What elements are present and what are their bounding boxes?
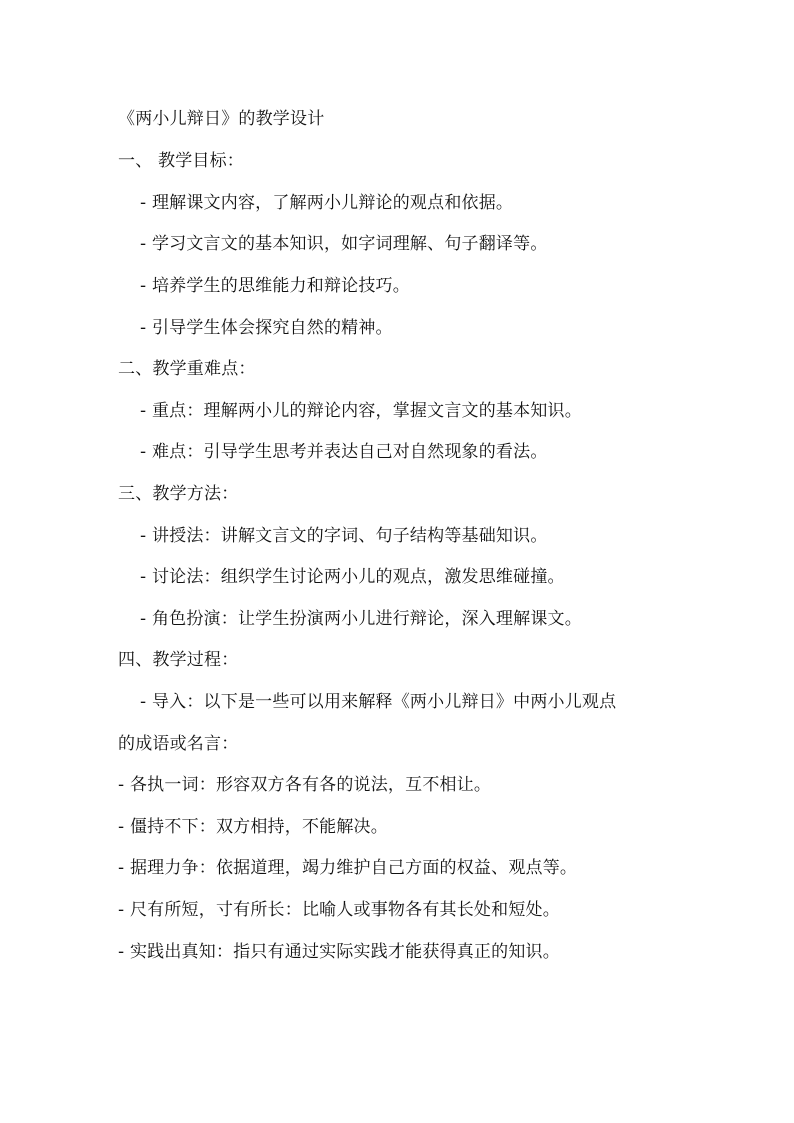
- idiom-item: - 各执一词：形容双方各有各的说法，互不相让。: [118, 775, 492, 795]
- list-item: - 学习文言文的基本知识，如字词理解、句子翻译等。: [140, 234, 548, 254]
- list-item: - 讲授法：讲解文言文的字词、句子结构等基础知识。: [140, 526, 548, 546]
- section-heading-objectives: 一、 教学目标：: [118, 151, 245, 171]
- list-item: - 重点：理解两小儿的辩论内容，掌握文言文的基本知识。: [140, 401, 582, 421]
- idiom-item: - 据理力争：依据道理，竭力维护自己方面的权益、观点等。: [118, 858, 578, 878]
- list-item: - 理解课文内容，了解两小儿辩论的观点和依据。: [140, 193, 514, 213]
- idiom-item: - 尺有所短，寸有所长：比喻人或事物各有其长处和短处。: [118, 900, 560, 920]
- list-item: - 培养学生的思维能力和辩论技巧。: [140, 276, 410, 296]
- list-item: - 角色扮演：让学生扮演两小儿进行辩论，深入理解课文。: [140, 609, 582, 629]
- list-item: - 引导学生体会探究自然的精神。: [140, 318, 393, 338]
- section-heading-methods: 三、教学方法：: [118, 484, 239, 504]
- intro-line-continued: 的成语或名言：: [118, 734, 239, 754]
- list-item: - 难点：引导学生思考并表达自己对自然现象的看法。: [140, 442, 548, 462]
- section-heading-key-points: 二、教学重难点：: [118, 359, 256, 379]
- section-heading-process: 四、教学过程：: [118, 650, 239, 670]
- list-item: - 讨论法：组织学生讨论两小儿的观点，激发思维碰撞。: [140, 567, 565, 587]
- idiom-item: - 僵持不下：双方相持，不能解决。: [118, 817, 388, 837]
- intro-line: - 导入：以下是一些可以用来解释《两小儿辩日》中两小儿观点: [140, 692, 617, 712]
- document-title: 《两小儿辩日》的教学设计: [118, 109, 325, 129]
- idiom-item: - 实践出真知：指只有通过实际实践才能获得真正的知识。: [118, 942, 560, 962]
